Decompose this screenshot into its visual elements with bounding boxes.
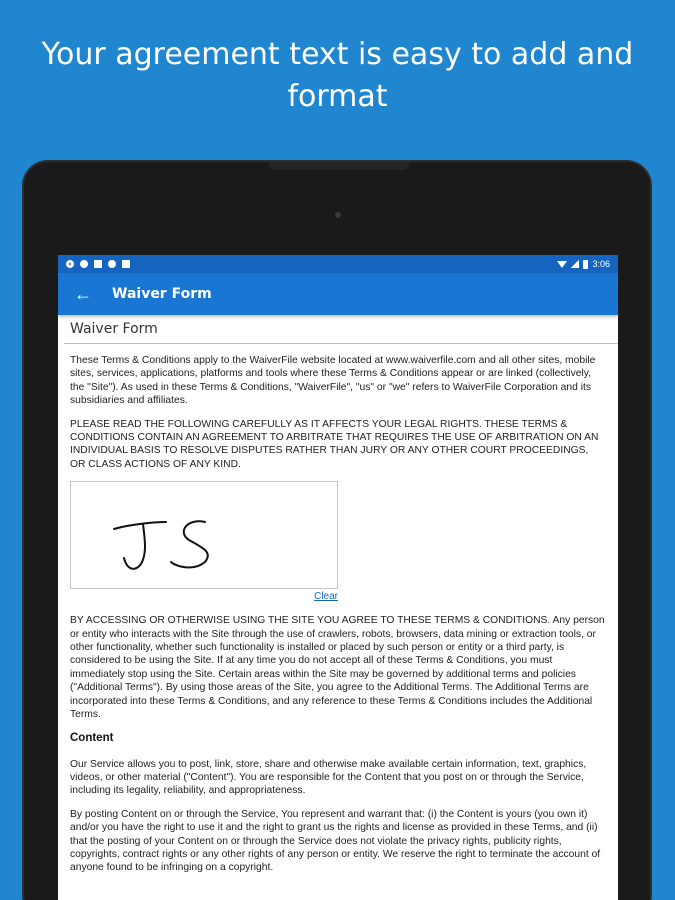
signature-pad[interactable] <box>70 481 338 589</box>
form-content[interactable] <box>58 315 618 875</box>
content-paragraph-1: Our Service allows you to post, link, store, share and otherwise make available certain information, text, graphics, videos, or other material ("Content"). You are responsible for the Content that you post on or through the Service, including its legality, reliability, and appropriateness. <box>70 758 587 797</box>
form-title: Waiver Form <box>64 321 618 344</box>
content-heading: Content <box>70 731 114 744</box>
square-icon <box>94 260 102 268</box>
circle-icon <box>108 260 116 268</box>
clear-signature-link[interactable]: Clear <box>314 591 338 603</box>
back-arrow-icon[interactable]: ← <box>74 283 92 304</box>
signature-stroke <box>71 482 337 588</box>
status-bar <box>58 255 618 273</box>
status-icons-right <box>557 259 610 269</box>
intro-paragraph: These Terms & Conditions apply to the WaiverFile website located at www.waiverfile.com and all other sites, mobile sites, services, applications, platforms and tools where these Terms & Conditions appear or are linked (collectively, the "Site"). As used in these Terms & Conditions, "WaiverFile", "us" or "we" refers to WaiverFile Corporation and its subsidiaries and affiliates. <box>70 355 596 407</box>
shield-icon <box>80 260 88 268</box>
status-icons-left <box>66 260 130 268</box>
content-paragraph-2: By posting Content on or through the Service, You represent and warrant that: (i) the Content is yours (you own it) and/or you have the right to use it and the right to grant us the rights and license as provided in these Terms, and (ii) that the posting of your Content on or through the Service does not violate the privacy rights, publicity rights, copyrights, contract rights or any other rights of any person or entity. We reserve the right to terminate the account of anyone found to be infringing on a copyright. <box>70 808 601 874</box>
promo-headline: Your agreement text is easy to add and format <box>41 37 634 114</box>
battery-icon <box>583 260 588 269</box>
app-bar <box>58 273 618 315</box>
accept-paragraph: BY ACCESSING OR OTHERWISE USING THE SITE YOU AGREE TO THESE TERMS & CONDITIONS. Any person or entity who interacts with the Site through the use of crawlers, robots, browsers, data mining or extraction tools, or other functionality, whether such functionality is installed or placed by such person or entity or a third party, is considered to be using the Site. If at any time you do not accept all of these Terms & Conditions, you must immediately stop using the Site. Certain areas within the Site may be governed by additional terms and policies ("Additional Terms"). By using those areas of the Site, you agree to the Additional Terms. The Additional Terms are incorporated into these Terms & Conditions, and any reference to these Terms & Conditions includes the Additional Terms. <box>70 615 605 721</box>
app-bar-title: Waiver Form <box>112 286 212 302</box>
tablet-notch <box>269 162 409 170</box>
gear-icon <box>66 260 74 268</box>
status-time: 3:06 <box>592 259 610 269</box>
wifi-icon <box>557 261 567 268</box>
camera-icon <box>335 212 341 218</box>
device-screen <box>58 255 618 900</box>
warning-paragraph: PLEASE READ THE FOLLOWING CAREFULLY AS IT AFFECTS YOUR LEGAL RIGHTS. THESE TERMS & CONDITIONS CONTAIN AN AGREEMENT TO ARBITRATE THAT REQUIRES THE USE OF ARBITRATION ON AN INDIVIDUAL BASIS TO RESOLVE DISPUTES RATHER THAN JURY OR ANY OTHER COURT PROCEEDINGS, OR CLASS ACTIONS OF ANY KIND. <box>70 418 599 470</box>
signal-icon <box>571 260 579 268</box>
sd-card-icon <box>122 260 130 268</box>
